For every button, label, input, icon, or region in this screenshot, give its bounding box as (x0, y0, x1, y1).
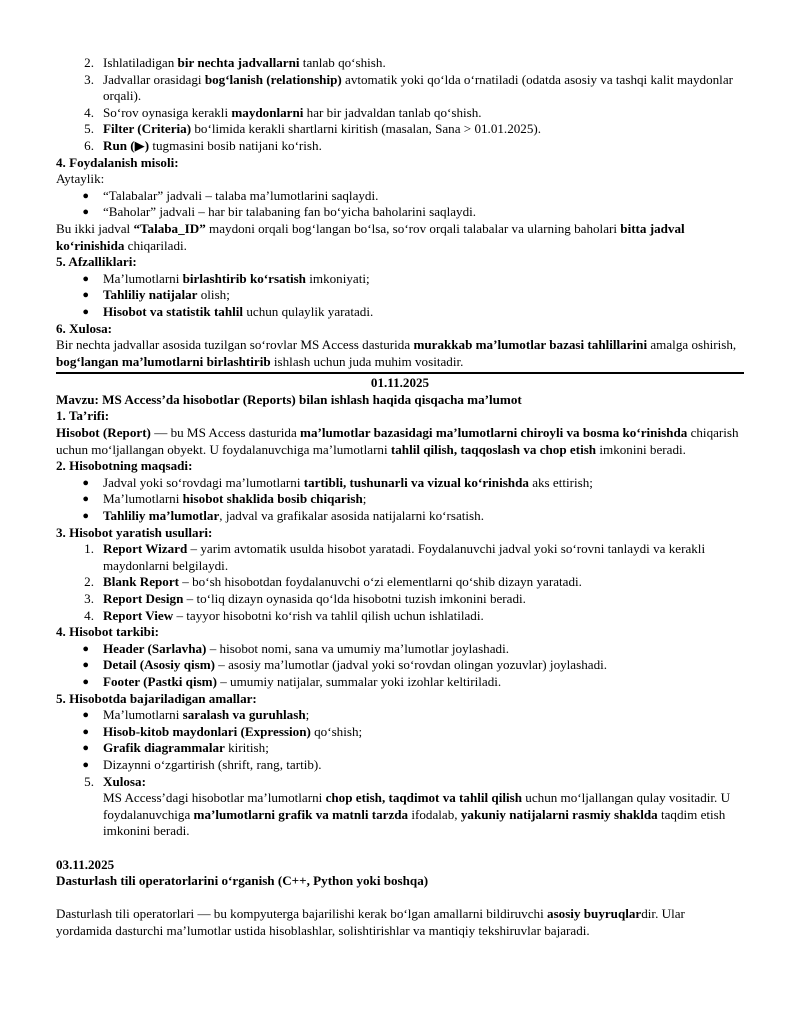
list-item (56, 55, 744, 72)
topic-title: Mavzu: MS Access’da hisobotlar (Reports) bilan ishlash haqida qisqacha ma’lumot (56, 391, 522, 407)
item-number: 4. (84, 607, 94, 623)
bullet-icon: ● (82, 510, 89, 523)
bullet-icon: ● (82, 642, 89, 655)
item-number: 2. (84, 574, 94, 590)
list-item (56, 121, 744, 138)
bullet-item (56, 188, 744, 205)
item-number: 4. (84, 104, 94, 120)
item-text: Header (Sarlavha) – hisobot nomi, sana va umumiy ma’lumotlar joylashadi. (103, 640, 509, 656)
item-number: 3. (84, 71, 94, 87)
item-text: Report Wizard – yarim avtomatik usulda hisobot yaratadi. Foydalanuvchi jadval yoki so‘rovni tanlaydi va kerakli maydonlarni belgilaydi. (103, 541, 706, 573)
item-text: Jadvallar orasidagi bog‘lanish (relationship) avtomatik yoki qo‘lda o‘rnatiladi (odatda asosiy va tashqi kalit maydonlar orqali). (103, 71, 733, 104)
bullet-item (56, 271, 744, 288)
item-number: 2. (84, 55, 94, 70)
bullet-item (56, 740, 744, 757)
date-heading: 01.11.2025 (370, 375, 430, 391)
section-heading: 6. Xulosa: (56, 320, 113, 336)
steps-list-top (56, 55, 744, 155)
bullet-item (56, 508, 744, 525)
bullet-icon: ● (82, 725, 89, 738)
section-heading: 5. Afzalliklari: (56, 254, 137, 270)
item-text: Ma’lumotlarni birlashtirib ko‘rsatish imkoniyati; (103, 270, 370, 286)
bullet-icon: ● (82, 675, 89, 688)
item-text: Xulosa: (103, 773, 146, 789)
item-text: Ma’lumotlarni hisobot shaklida bosib chiqarish; (103, 491, 367, 507)
list-item (56, 608, 744, 625)
bullet-icon: ● (82, 189, 89, 202)
horizontal-divider (56, 372, 744, 374)
paragraph: Dasturlash tili operatorlari — bu kompyuterga bajarilishi kerak bo‘lgan amallarni bildiruvchi asosiy buyruqlardir. Ular yordamida dasturchi ma’lumotlar ustida hisoblashlar, solishtirishlar va mantiqiy tekshiruvlar bajaradi. (56, 906, 685, 938)
list-item (56, 138, 744, 155)
bullet-item (56, 657, 744, 674)
bullet-icon: ● (82, 493, 89, 506)
section-heading: 3. Hisobot yaratish usullari: (56, 524, 213, 540)
topic-title: Dasturlash tili operatorlarini o‘rganish (C++, Python yoki boshqa) (56, 873, 429, 889)
list-item (56, 72, 744, 105)
item-text: Dizaynni o‘zgartirish (shrift, rang, tartib). (103, 756, 322, 772)
item-text: Footer (Pastki qism) – umumiy natijalar, summalar yoki izohlar keltiriladi. (103, 673, 502, 689)
item-number: 5. (84, 121, 94, 137)
paragraph: Aytaylik: (56, 171, 105, 187)
bullet-icon: ● (82, 305, 89, 318)
item-text: Tahliliy ma’lumotlar, jadval va grafikalar asosida natijalarni ko‘rsatish. (103, 508, 484, 524)
bullet-icon: ● (82, 659, 89, 672)
item-text: Hisob-kitob maydonlari (Expression) qo‘shish; (103, 723, 363, 739)
section-heading: 4. Foydalanish misoli: (56, 154, 179, 170)
item-text: Tahliliy natijalar olish; (103, 287, 230, 303)
bullet-icon: ● (82, 709, 89, 722)
section-heading: 5. Hisobotda bajariladigan amallar: (56, 690, 257, 706)
item-text: Filter (Criteria) bo‘limida kerakli shartlarni kiritish (masalan, Sana > 01.01.2025). (103, 121, 542, 137)
bullet-icon: ● (82, 289, 89, 302)
bullet-icon: ● (82, 206, 89, 219)
bullet-item (56, 707, 744, 724)
bullet-item (56, 491, 744, 508)
item-text: Grafik diagrammalar kiritish; (103, 740, 269, 756)
list-item (56, 591, 744, 608)
item-text: Detail (Asosiy qism) – asosiy ma’lumotlar (jadval yoki so‘rovdan olingan yozuvlar) joylashadi. (103, 657, 608, 673)
item-text: “Talabalar” jadvali – talaba ma’lumotlarini saqlaydi. (103, 187, 379, 203)
date-heading: 03.11.2025 (56, 856, 115, 872)
bullet-icon: ● (82, 758, 89, 771)
list-item (56, 774, 744, 791)
item-text: Report View – tayyor hisobotni ko‘rish va tahlil qilish uchun ishlatiladi. (103, 607, 484, 623)
paragraph: Bu ikki jadval “Talaba_ID” maydoni orqali bog‘langan bo‘lsa, so‘rov orqali talabalar va ularning baholari bitta jadval ko‘rinishida chiqariladi. (56, 220, 685, 253)
bullet-item (56, 204, 744, 221)
list-item (56, 105, 744, 122)
item-number: 6. (84, 137, 94, 153)
bullet-item (56, 475, 744, 492)
section-heading: 4. Hisobot tarkibi: (56, 624, 159, 640)
paragraph: Hisobot (Report) — bu MS Access dasturida ma’lumotlar bazasidagi ma’lumotlarni chiroyli va bosma ko‘rinishda chiqarish uchun mo‘ljallangan obyekt. U foydalanuvchiga ma’lumotlarni tahlil qilish, taqqoslash va chop etish imkonini beradi. (56, 425, 739, 457)
item-text: Hisobot va statistik tahlil uchun qulaylik yaratadi. (103, 303, 374, 319)
bullet-item (56, 287, 744, 304)
bullet-icon: ● (82, 742, 89, 755)
item-text: Jadval yoki so‘rovdagi ma’lumotlarni tartibli, tushunarli va vizual ko‘rinishda aks ettirish; (103, 474, 593, 490)
section-heading: 2. Hisobotning maqsadi: (56, 458, 193, 474)
item-text: Ishlatiladigan bir nechta jadvallarni tanlab qo‘shish. (103, 55, 386, 70)
bullet-item (56, 674, 744, 691)
item-text: Report Design – to‘liq dizayn oynasida qo‘lda hisobotni tuzish imkonini beradi. (103, 591, 526, 606)
item-text: Ma’lumotlarni saralash va guruhlash; (103, 707, 310, 723)
section-heading: 1. Ta’rifi: (56, 408, 110, 424)
item-text: Blank Report – bo‘sh hisobotdan foydalanuvchi o‘zi elementlarni qo‘shib dizayn yaratadi. (103, 574, 582, 590)
bullet-item (56, 304, 744, 321)
item-text: Run (▶) tugmasini bosib natijani ko‘rish. (103, 137, 322, 153)
bullet-icon: ● (82, 476, 89, 489)
item-number: 5. (84, 773, 94, 789)
paragraph: MS Access’dagi hisobotlar ma’lumotlarni chop etish, taqdimot va tahlil qilish uchun mo‘ljallangan qulay vositadir. U foydalanuvchiga ma’lumotlarni grafik va matnli tarzda ifodalab, yakuniy natijalarni rasmiy shaklda taqdim etish imkonini beradi. (103, 790, 731, 839)
bullet-item (56, 757, 744, 774)
item-number: 3. (84, 591, 94, 606)
bullet-icon: ● (82, 272, 89, 285)
item-text: “Baholar” jadvali – har bir talabaning fan bo‘yicha baholarini saqlaydi. (103, 204, 477, 220)
list-item (56, 541, 744, 574)
bullet-item (56, 724, 744, 741)
item-number: 1. (84, 541, 94, 557)
bullet-item (56, 641, 744, 658)
item-text: So‘rov oynasiga kerakli maydonlarni har bir jadvaldan tanlab qo‘shish. (103, 104, 482, 120)
list-item (56, 574, 744, 591)
paragraph: Bir nechta jadvallar asosida tuzilgan so‘rovlar MS Access dasturida murakkab ma’lumotlar bazasi tahlillarini amalga oshirish, bog‘langan ma’lumotlarni birlashtirib ishlash uchun juda muhim vositadir. (56, 337, 737, 369)
